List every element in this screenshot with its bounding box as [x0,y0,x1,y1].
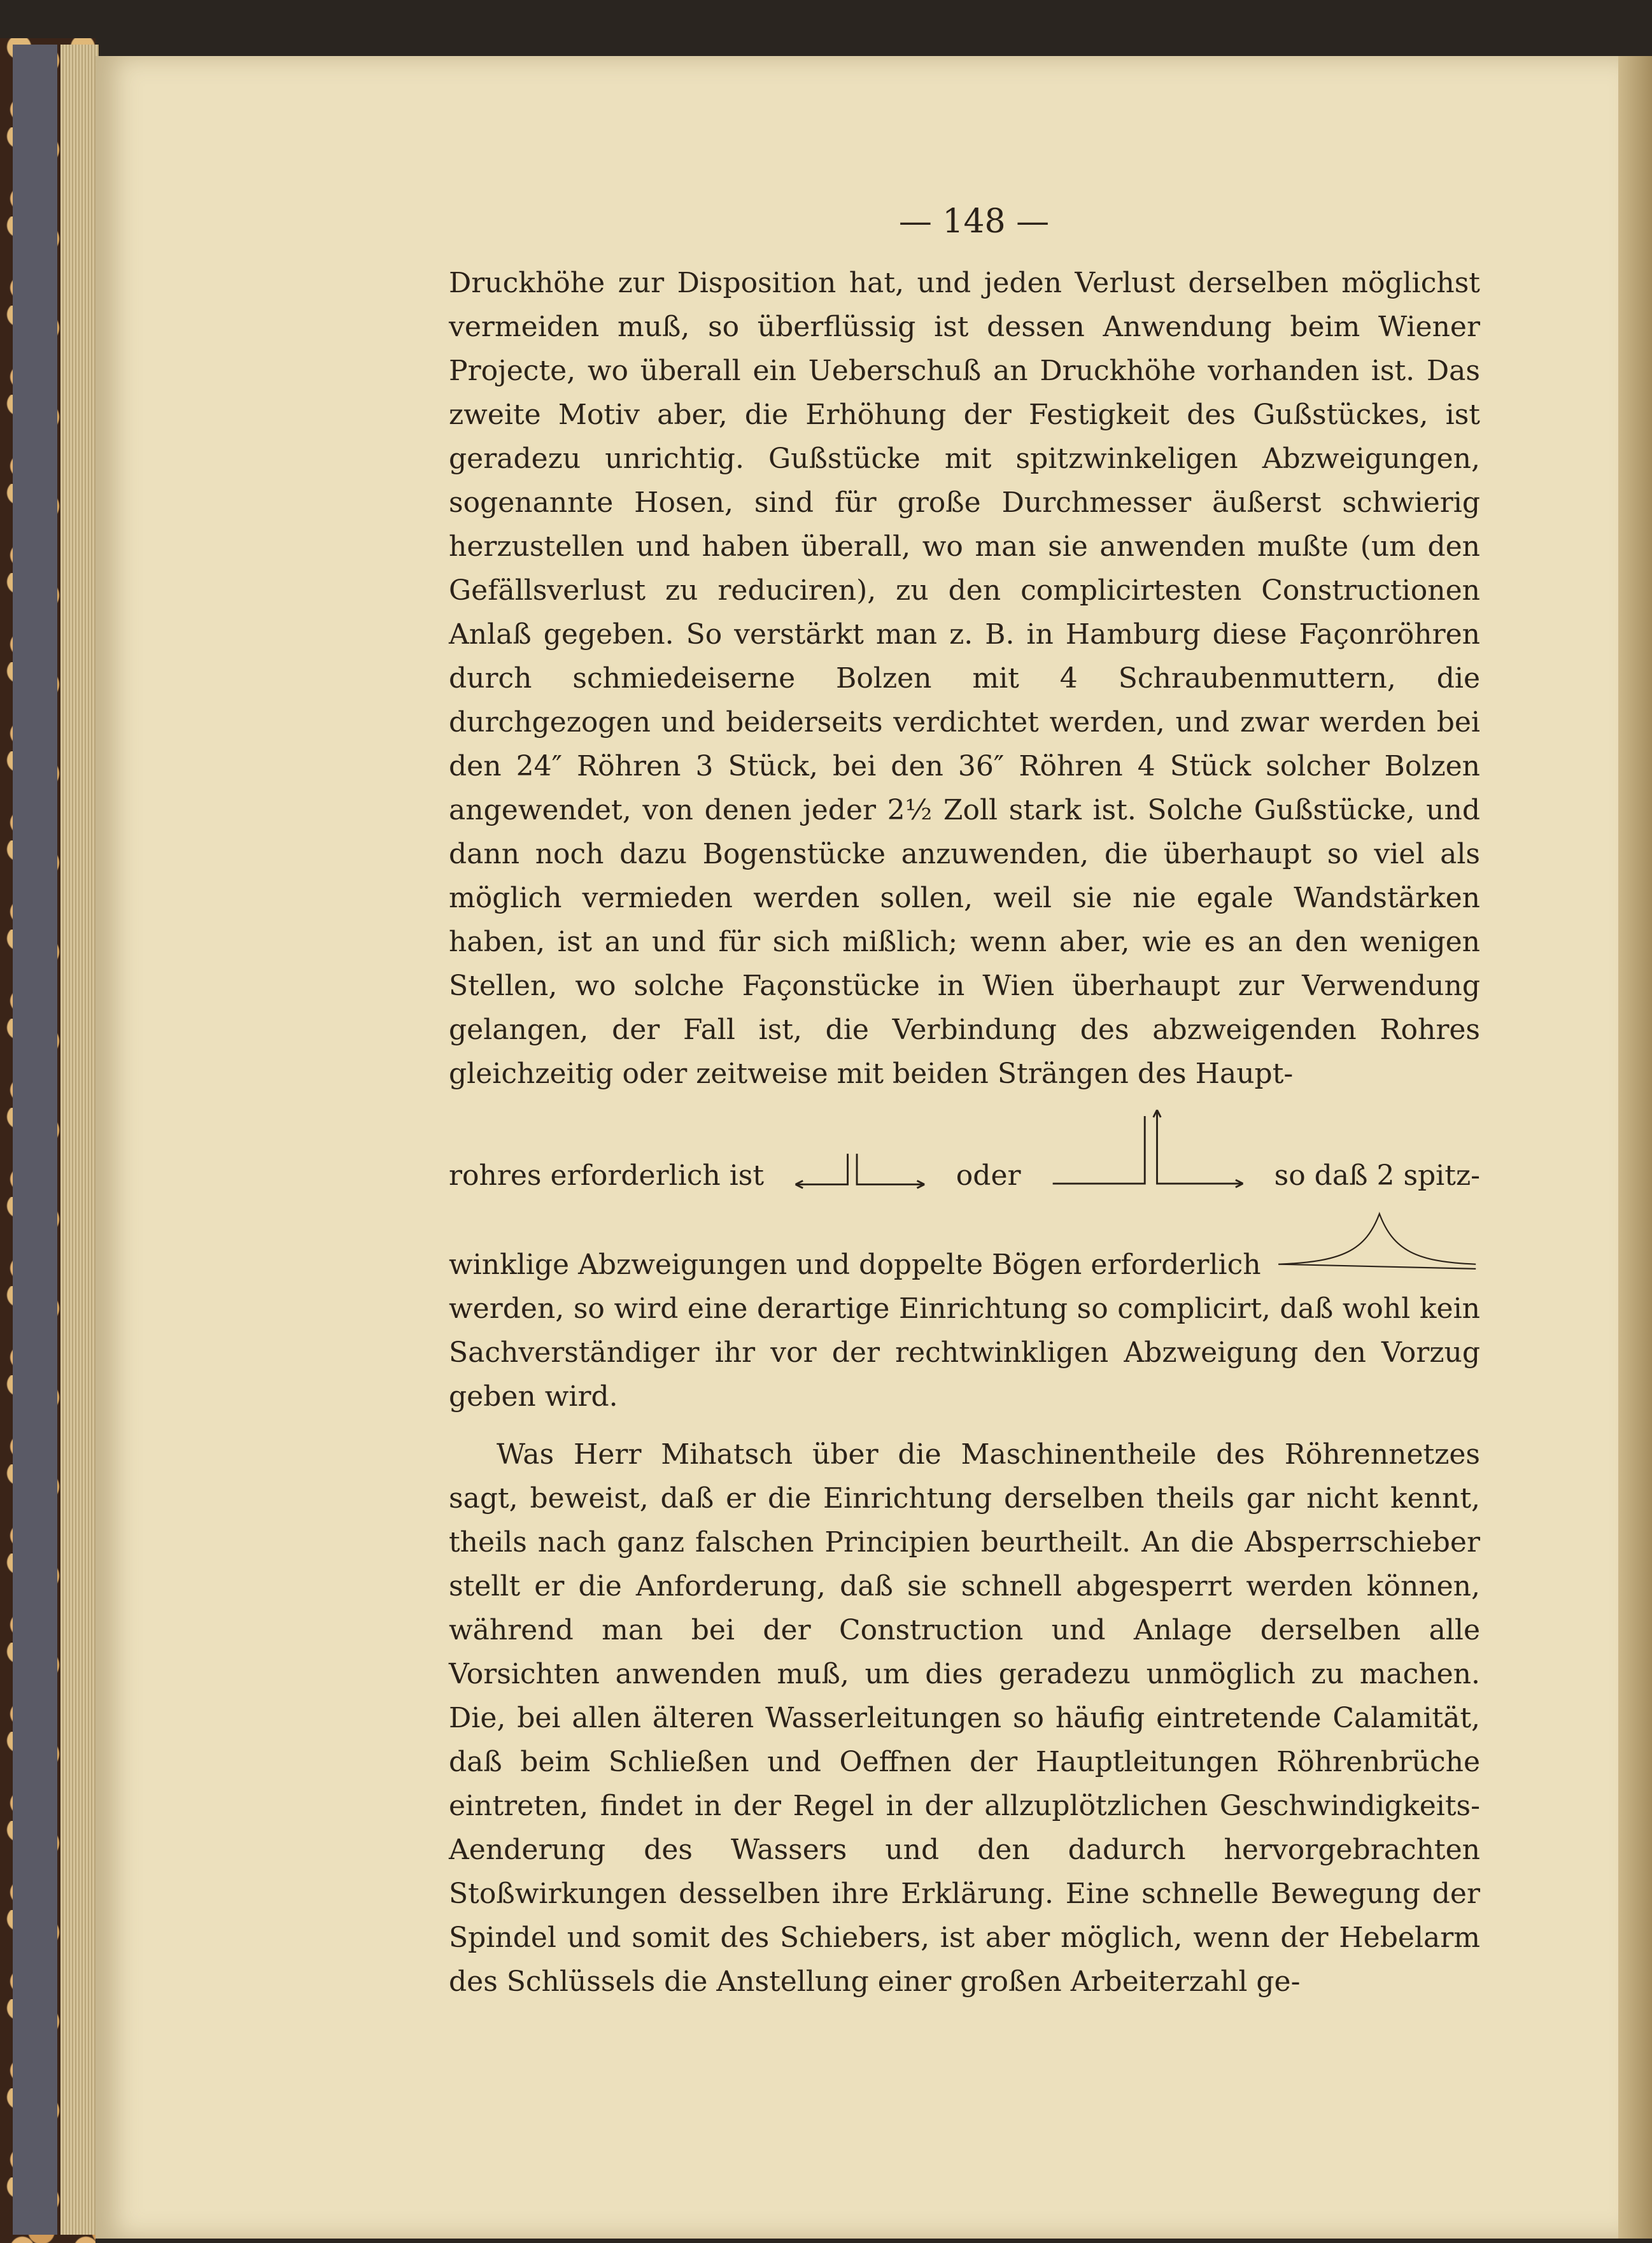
paragraph-2: Was Herr Mihatsch über die Maschinentheile des Röhrennetzes sagt, beweist, daß er die Einrichtung derselben theils gar nicht kennt, theils nach ganz falschen Principien beurtheilt. An die Absperrschieber stellt er die Anforderung, daß sie schnell abgesperrt werden können, während man bei der Construction und Anlage derselben alle Vorsichten anwenden muß, um dies geradezu unmöglich zu machen. Die, bei allen älteren Wasserleitungen so häufig eintretende Calamität, daß beim Schließen und Oeffnen der Hauptleitungen Röhrenbrüche eintreten, findet in der Regel in der allzuplötzlichen Geschwindigkeits-Aenderung des Wassers und den dadurch hervorgebrachten Stoßwirkungen desselben ihre Erklärung. Eine schnelle Bewegung der Spindel und somit des Schiebers, ist aber möglich, wenn der Hebelarm des Schlüssels die Anstellung einer großen Arbeiterzahl ge- [449,1438,1480,1998]
diagram-line-2 [449,1198,1480,1287]
diagram-text-a: rohres erforderlich ist [449,1159,765,1192]
page-edges [60,45,99,2235]
acute-branch-diagram [1274,1191,1480,1287]
paragraph-1: Druckhöhe zur Disposition hat, und jeden Verlust derselben möglichst vermeiden muß, so überflüssig ist dessen Anwendung beim Wiener Projecte, wo überall ein Ueberschuß an Druckhöhe vorhanden ist. Das zweite Motiv aber, die Erhöhung der Festigkeit des Gußstückes, ist geradezu unrichtig. Gußstücke mit spitzwinkeligen Abzweigungen, sogenannte Hosen, sind für große Durchmesser äußerst schwierig herzustellen und haben überall, wo man sie anwenden mußte (um den Gefällsverlust zu reduciren), zu den complicirtesten Constructionen Anlaß gegeben. So verstärkt man z. B. in Hamburg diese Façonröhren durch schmiedeiserne Bolzen mit 4 Schraubenmuttern, die durchgezogen und beiderseits verdichtet werden, und zwar werden bei den 24″ Röhren 3 Stück, bei den 36″ Röhren 4 Stück solcher Bolzen angewendet, von denen jeder 2½ Zoll stark ist. Solche Gußstücke, und dann noch dazu Bogenstücke anzuwenden, die überhaupt so viel als möglich vermieden werden sollen, weil sie nie egale Wandstärken haben, ist an und für sich mißlich; wenn aber, wie es an den wenigen Stellen, wo solche Façonstücke in Wien überhaupt zur Verwendung gelangen, der Fall ist, die Verbindung des abzweigenden Rohres gleichzeitig oder zeitweise mit beiden Strängen des Haupt- [449,267,1480,1090]
diagram-line2-text: winklige Abzweigungen und doppelte Bögen erforderlich [449,1249,1261,1281]
facing-page-edge [1618,56,1652,2239]
body-text [449,261,1480,2004]
diagram-text-b: so daß 2 spitz- [1274,1159,1480,1192]
t-branch-diagram [1047,1102,1249,1198]
page-number: — 148 — [898,202,1050,241]
right-angle-branch-diagram [789,1147,931,1198]
paragraph-1-end: werden, so wird eine derartige Einrichtung so complicirt, daß wohl kein Sachverständiger ihr vor der rechtwinkligen Abzweigung den Vorzug geben wird. [449,1292,1480,1413]
book-spine [13,45,57,2235]
diagram-text-or: oder [956,1159,1021,1192]
diagram-line-1 [449,1096,1480,1198]
